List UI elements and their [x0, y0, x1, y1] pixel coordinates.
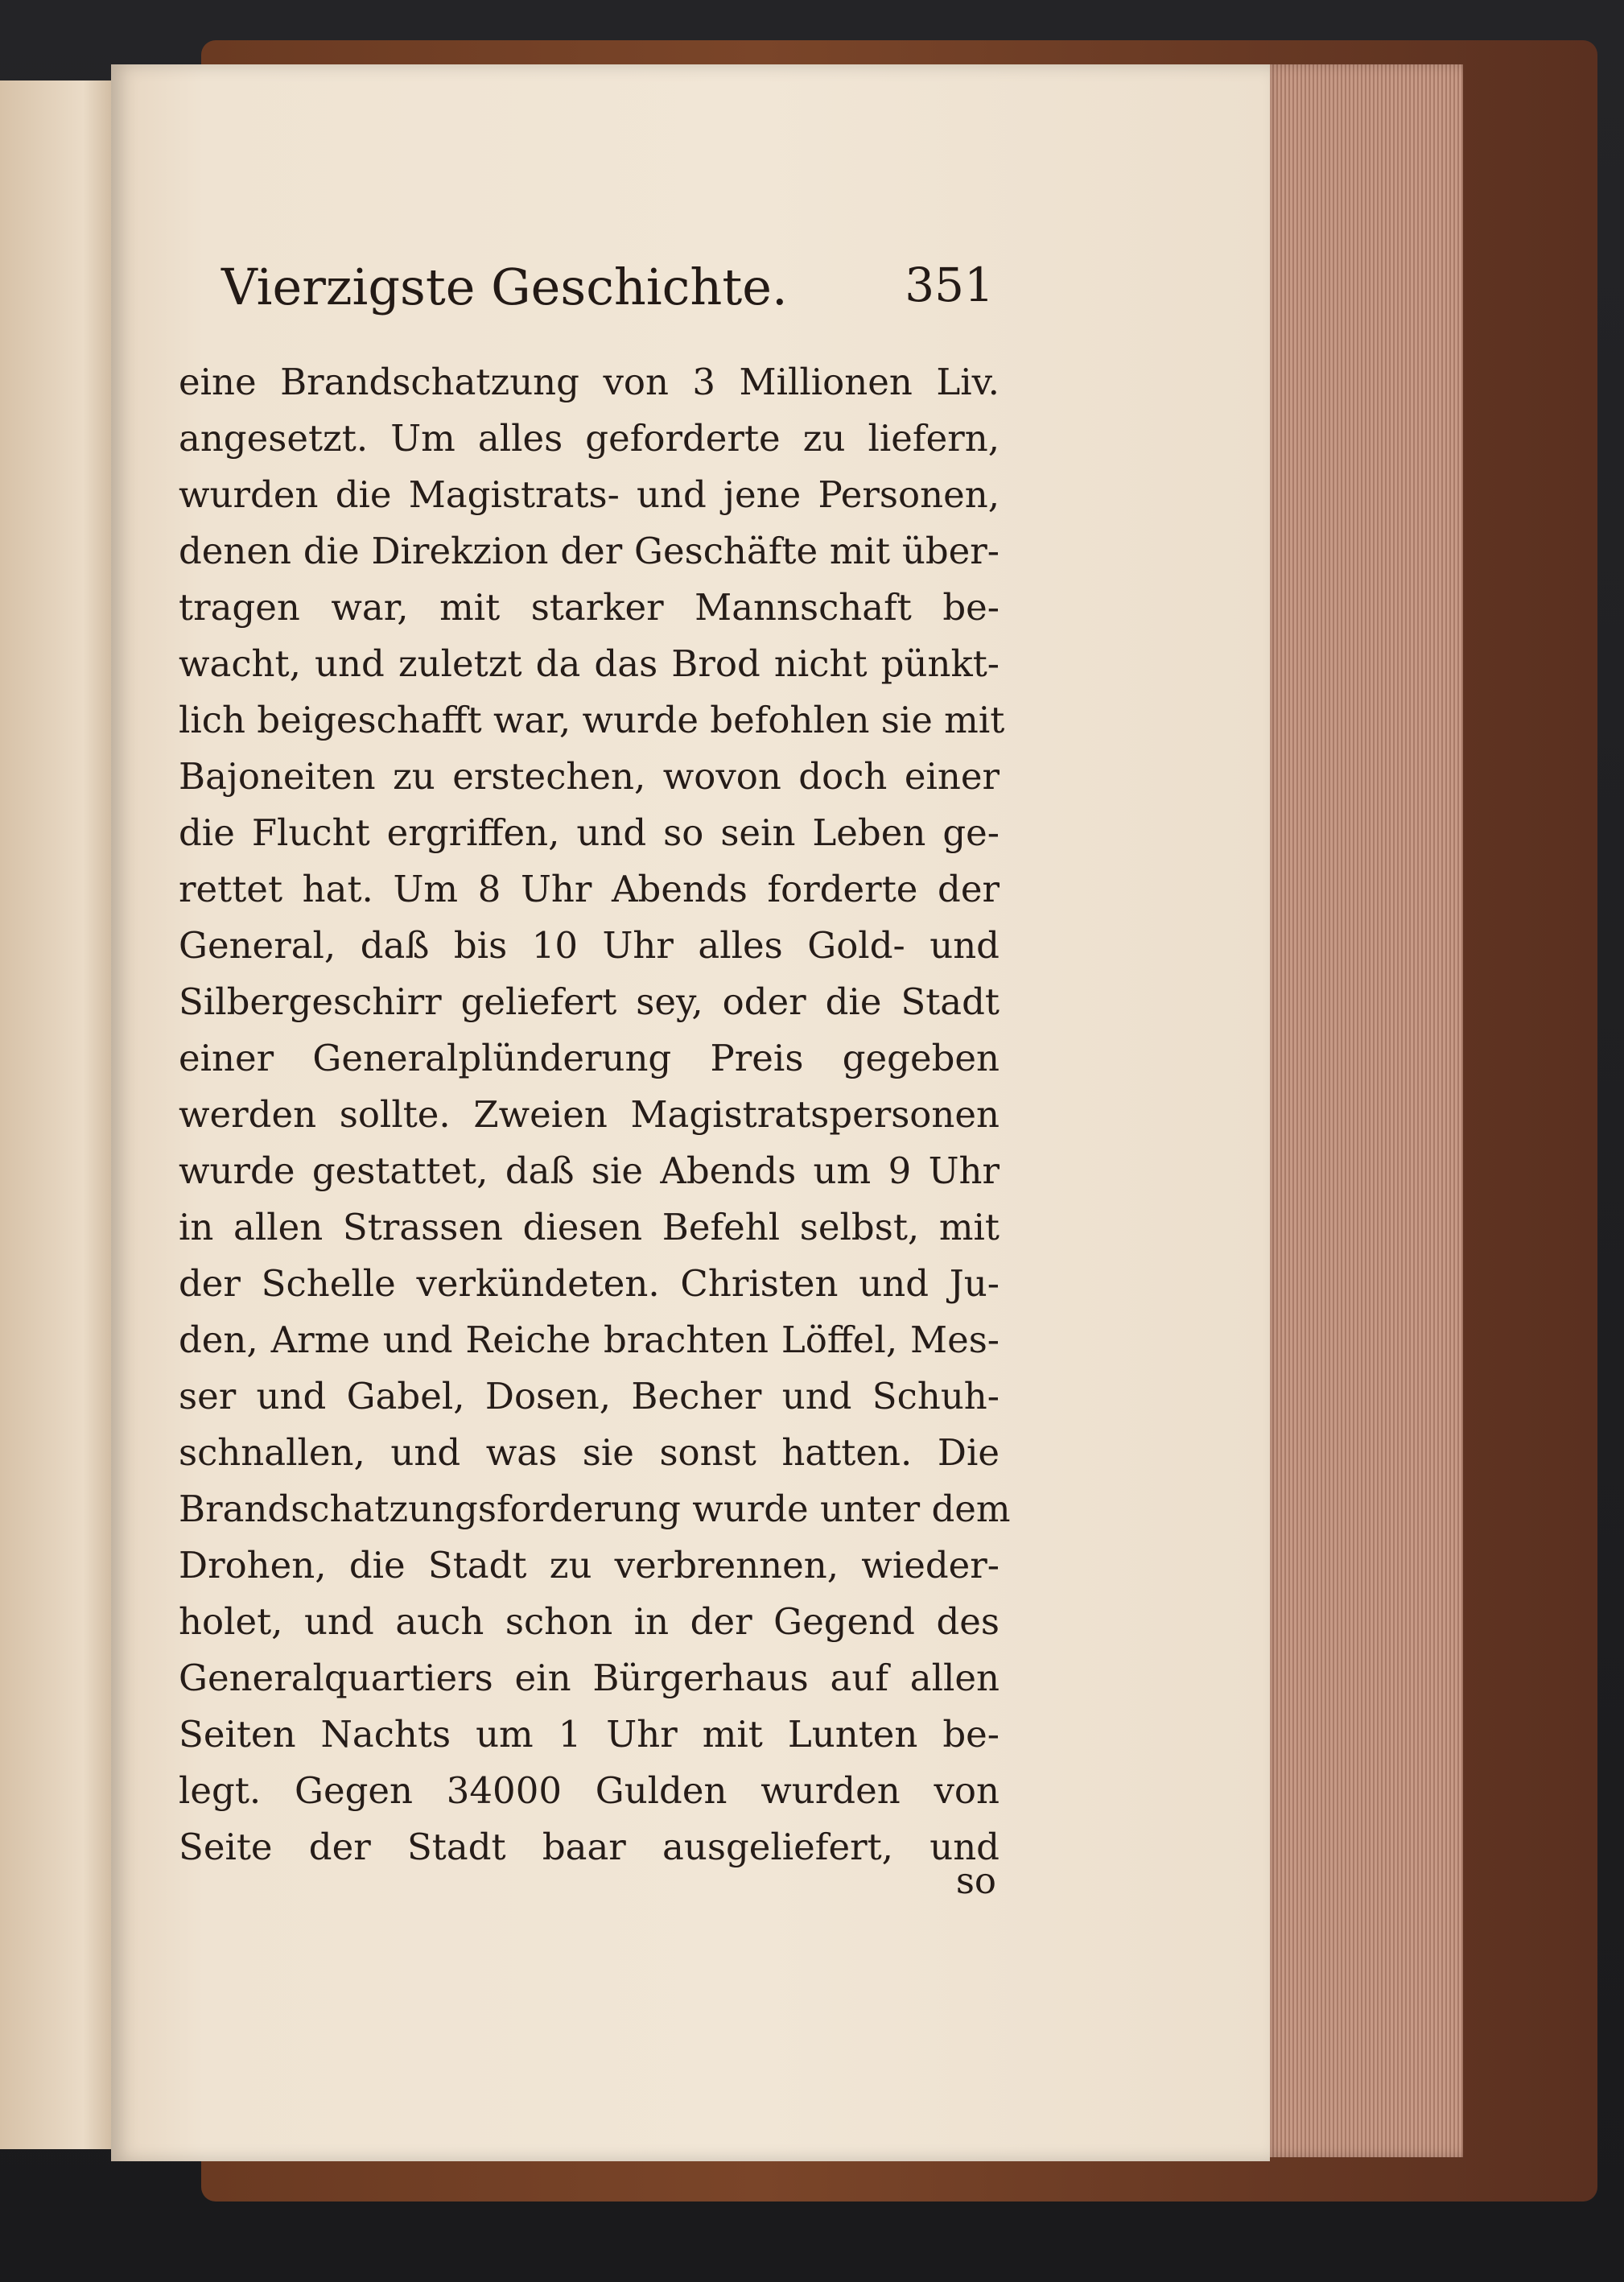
text-line: Generalquartiers ein Bürgerhaus auf allen — [179, 1657, 1000, 1699]
text-line: legt. Gegen 34000 Gulden wurden von — [179, 1769, 1000, 1812]
left-line-end — [0, 1723, 113, 1779]
text-line: Bajoneiten zu erstechen, wovon doch einer — [179, 755, 1000, 798]
left-line-end — [0, 539, 113, 596]
text-line: Silbergeschirr geliefert sey, oder die Stadt — [179, 980, 1000, 1023]
left-line-end — [0, 1272, 113, 1328]
page-number: 351 — [905, 258, 994, 312]
left-line-end — [0, 1835, 113, 1892]
text-line: General, daß bis 10 Uhr alles Gold- und — [179, 924, 1000, 967]
left-line-end — [0, 708, 113, 765]
left-line-end — [0, 652, 113, 708]
left-line-end — [0, 1103, 113, 1159]
catchword: so — [955, 1859, 996, 1902]
left-line-end — [0, 1666, 113, 1723]
text-line: wurden die Magistrats- und jene Personen, — [179, 473, 1000, 516]
text-line: den, Arme und Reiche brachten Löffel, Mes- — [179, 1318, 1000, 1361]
page-edges — [1262, 64, 1463, 2157]
left-page — [0, 80, 119, 2149]
left-line-end — [0, 1441, 113, 1497]
left-line-end — [0, 1610, 113, 1666]
left-line-end — [0, 1497, 113, 1554]
left-line-end — [0, 821, 113, 877]
left-line-end — [0, 1046, 113, 1103]
running-head — [221, 258, 994, 322]
text-line: angesetzt. Um alles geforderte zu liefern, — [179, 417, 1000, 460]
left-line-end — [0, 934, 113, 990]
text-line: wurde gestattet, daß sie Abends um 9 Uhr — [179, 1149, 1000, 1192]
text-line: in allen Strassen diesen Befehl selbst, mit — [179, 1206, 1000, 1248]
text-line: denen die Direkzion der Geschäfte mit über- — [179, 530, 1000, 572]
text-line: eine Brandschatzung von 3 Millionen Liv. — [179, 361, 1000, 403]
text-line: rettet hat. Um 8 Uhr Abends forderte der — [179, 868, 1000, 910]
left-line-end — [0, 1328, 113, 1384]
body-text — [179, 354, 1011, 1876]
text-line: ser und Gabel, Dosen, Becher und Schuh- — [179, 1375, 1000, 1417]
text-line: wacht, und zuletzt da das Brod nicht pünkt- — [179, 642, 1000, 685]
text-line: der Schelle verkündeten. Christen und Ju- — [179, 1262, 1000, 1305]
text-line: Seite der Stadt baar ausgeliefert, und — [179, 1826, 1000, 1868]
text-line: Seiten Nachts um 1 Uhr mit Lunten be- — [179, 1713, 1000, 1756]
text-line: werden sollte. Zweien Magistratspersonen — [179, 1093, 1000, 1136]
left-line-end — [0, 370, 113, 427]
left-line-end — [0, 1159, 113, 1215]
left-line-end — [0, 483, 113, 539]
text-line: die Flucht ergriffen, und so sein Leben ge- — [179, 811, 1000, 854]
left-line-end — [0, 1215, 113, 1272]
text-line: Drohen, die Stadt zu verbrennen, wieder- — [179, 1544, 1000, 1587]
left-line-end — [0, 765, 113, 821]
text-line: holet, und auch schon in der Gegend des — [179, 1600, 1000, 1643]
left-line-end — [0, 990, 113, 1046]
left-line-end — [0, 596, 113, 652]
left-line-end — [0, 1779, 113, 1835]
text-line: schnallen, und was sie sonst hatten. Die — [179, 1431, 1000, 1474]
text-line: einer Generalplünderung Preis gegeben — [179, 1037, 1000, 1079]
text-line: lich beigeschafft war, wurde befohlen sie mit — [179, 699, 1005, 741]
text-line: tragen war, mit starker Mannschaft be- — [179, 586, 1000, 629]
left-line-end — [0, 877, 113, 934]
text-line: Brandschatzungsforderung wurde unter dem — [179, 1488, 1011, 1530]
left-line-end — [0, 427, 113, 483]
left-line-end — [0, 1384, 113, 1441]
left-line-end — [0, 1554, 113, 1610]
running-title: Vierzigste Geschichte. — [221, 258, 788, 316]
